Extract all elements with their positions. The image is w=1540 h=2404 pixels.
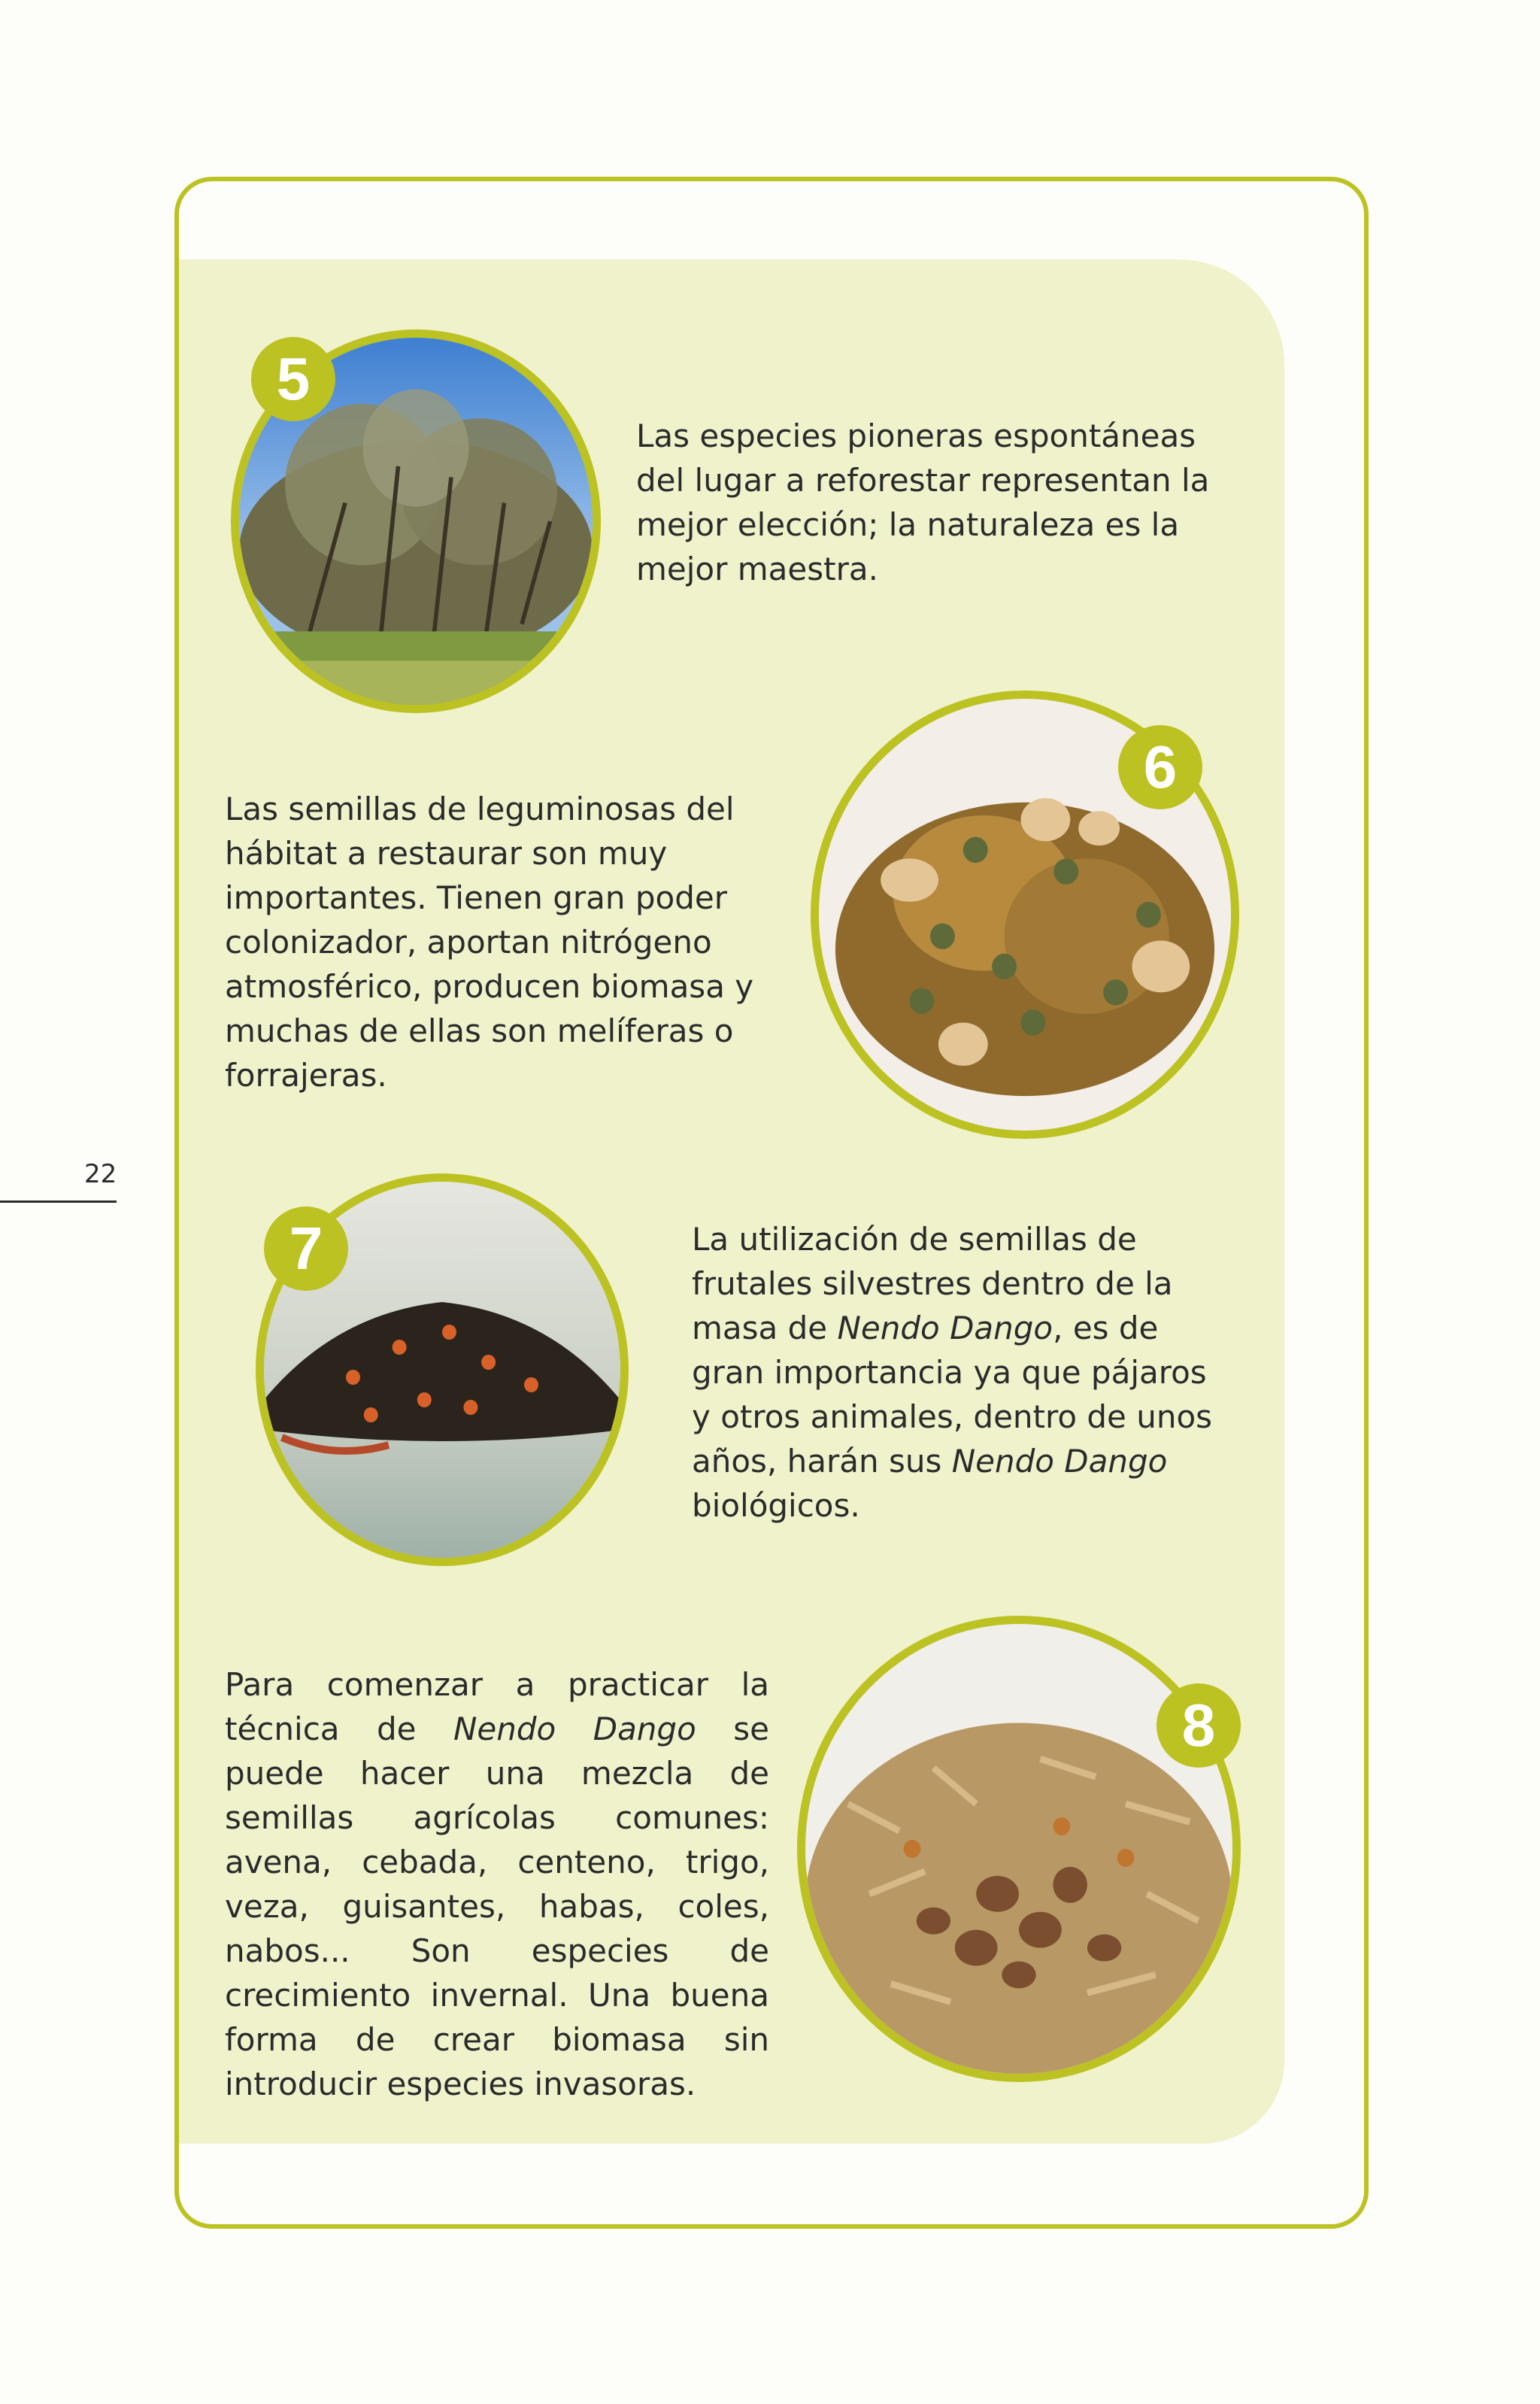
item-6-text: Las semillas de leguminosas del hábitat a restaurar son muy importantes. Tienen gran poder colonizador, aportan nitrógeno atmosférico, producen biomasa y muchas de ellas son melíferas o forrajeras. bbox=[225, 791, 754, 1094]
number-badge-5: 5 bbox=[251, 337, 335, 421]
page-number: 22 bbox=[84, 1159, 117, 1189]
item-8-text-part-2: se puede hacer una mezcla de semillas agrícolas comunes: avena, cebada, centeno, trigo, veza, guisantes, habas, coles, nabos... Son especies de crecimiento invernal. Una buena forma de crear biomasa sin introducir especies invasoras. bbox=[225, 1710, 769, 2102]
item-7-text-part-2: , es de gran importancia ya que pájaros y otros animales, dentro de unos años, harán sus bbox=[692, 1310, 1213, 1480]
item-7-italic-1: Nendo Dango bbox=[837, 1310, 1053, 1346]
item-8-text-part-1: Para comenzar a practicar la técnica de bbox=[225, 1666, 769, 1747]
item-7-text-part-1: La utilización de semillas de frutales silvestres dentro de la masa de bbox=[692, 1221, 1173, 1346]
item-7-italic-2: Nendo Dango bbox=[951, 1443, 1168, 1480]
item-7-text bbox=[692, 1217, 1233, 1528]
page-number-rule bbox=[0, 1200, 117, 1203]
item-7-text-part-3: biológicos. bbox=[692, 1487, 860, 1524]
number-badge-6: 6 bbox=[1118, 725, 1202, 809]
item-8-text bbox=[225, 1662, 769, 2106]
item-5-text: Las especies pioneras espontáneas del lugar a reforestar representan la mejor elección; la naturaleza es la mejor maestra. bbox=[636, 417, 1210, 587]
grain-mix-photo bbox=[797, 1616, 1241, 2082]
number-badge-7: 7 bbox=[264, 1207, 348, 1291]
number-badge-8: 8 bbox=[1157, 1683, 1241, 1768]
item-8-italic-1: Nendo Dango bbox=[453, 1710, 696, 1747]
